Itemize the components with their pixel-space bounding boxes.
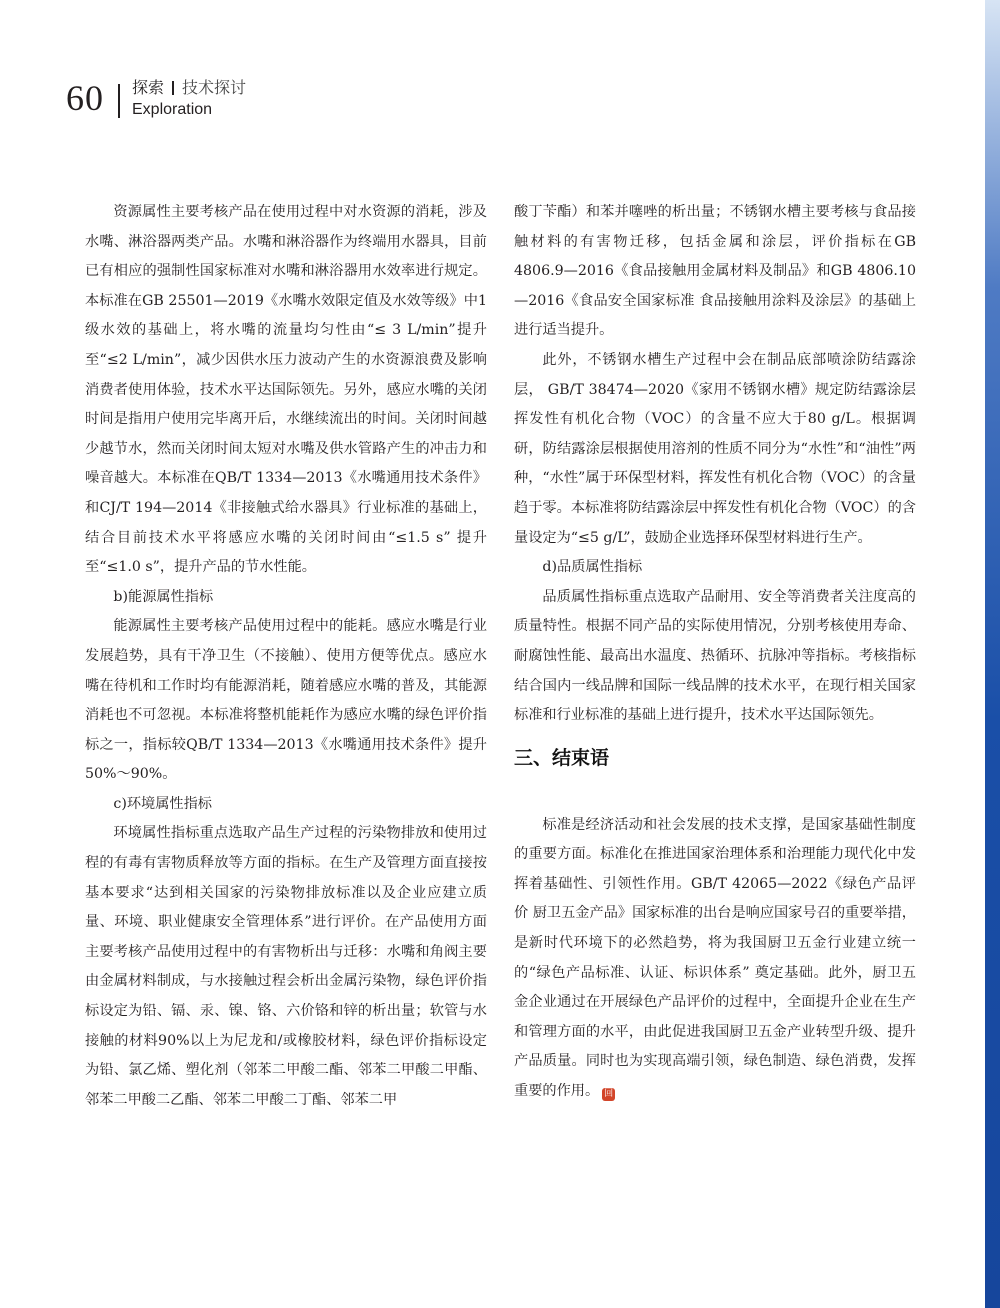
- section-title-en: Exploration: [132, 101, 213, 118]
- article-end-mark-icon: 回: [604, 1089, 614, 1100]
- section-name: 探索: [132, 78, 165, 97]
- left-column: [85, 198, 487, 1115]
- section-heading-conclusion: 三、结束语: [514, 746, 610, 769]
- page-edge-color-bar: [985, 0, 1000, 1308]
- header-divider: [118, 84, 120, 118]
- paragraph-environment-attribute: 环境属性指标重点选取产品生产过程的污染物排放和使用过程的有毒有害物质释放等方面的指标。在生产及管理方面直接按基本要求“达到相关国家的污染物排放标准以及企业应建立质量、环境、职业健康安全管理体系”进行评价。在产品使用方面主要考核产品使用过程中的有害物析出与迁移：水嘴和角阀主要由金属材料制成，与水接触过程会析出金属污染物，绿色评价指标设定为铅、镉、汞、镍、铬、六价铬和锌的析出量；软管与水接触的材料90%以上为尼龙和/或橡胶材料，绿色评价指标设定为铅、氯乙烯、塑化剂（邻苯二甲酸二酯、邻苯二甲酸二甲酯、邻苯二甲酸二乙酯、邻苯二甲酸二丁酯、邻苯二甲: [85, 825, 487, 1108]
- page-number: 60: [66, 78, 104, 118]
- subheading-environment-attribute: c)环境属性指标: [113, 795, 212, 812]
- conclusion-text: 标准是经济活动和社会发展的技术支撑，是国家基础性制度的重要方面。标准化在推进国家治理体系和治理能力现代化中发挥着基础性、引领性作用。GB/T 42065—2022《绿色产品评价 厨卫五金产品》国家标准的出台是响应国家号召的重要举措，是新时代环境下的必然趋势，将为我国厨卫五金行业建立统一的“绿色产品标准、认证、标识体系” 奠定基础。此外，厨卫五金企业通过在开展绿色产品评价的过程中，全面提升企业在生产和管理方面的水平，由此促进我国厨卫五金产业转型升级、提升产品质量。同时也为实现高端引领，绿色制造、绿色消费，发挥重要的作用。: [514, 816, 916, 1100]
- paragraph-environment-continued: 酸丁苄酯）和苯并噻唑的析出量；不锈钢水槽主要考核与食品接触材料的有害物迁移，包括金属和涂层，评价指标在GB 4806.9—2016《食品接触用金属材料及制品》和GB 4806.10—2016《食品安全国家标准 食品接触用涂料及涂层》的基础上进行适当提升。: [514, 204, 916, 339]
- paragraph-quality-attribute: 品质属性指标重点选取产品耐用、安全等消费者关注度高的质量特性。根据不同产品的实际使用情况，分别考核使用寿命、耐腐蚀性能、最高出水温度、热循环、抗脉冲等指标。考核指标结合国内一线品牌和国际一线品牌的技术水平，在现行相关国家标准和行业标准的基础上进行提升，技术水平达国际领先。: [514, 588, 916, 724]
- subsection-name: 技术探讨: [182, 78, 247, 97]
- subheading-quality-attribute: d)品质属性指标: [542, 559, 643, 576]
- paragraph-resource-attribute: 资源属性主要考核产品在使用过程中对水资源的消耗，涉及水嘴、淋浴器两类产品。水嘴和淋浴器作为终端用水器具，目前已有相应的强制性国家标准对水嘴和淋浴器用水效率进行规定。本标准在GB 25501—2019《水嘴水效限定值及水效等级》中1级水效的基础上，将水嘴的流量均匀性由“≤ 3 L/min”提升至“≤2 L/min”，减少因供水压力波动产生的水资源浪费及影响消费者使用体验，技术水平达国际领先。另外，感应水嘴的关闭时间是指用户使用完毕离开后，水继续流出的时间。关闭时间越少越节水，然而关闭时间太短对水嘴及供水管路产生的冲击力和噪音越大。本标准在QB/T 1334—2013《水嘴通用技术条件》和CJ/T 194—2014《非接触式给水器具》行业标准的基础上，结合目前技术水平将感应水嘴的关闭时间由“≤1.5 s” 提升至“≤1.0 s”，提升产品的节水性能。: [85, 204, 487, 576]
- paragraph-anti-condensation-coating: 此外，不锈钢水槽生产过程中会在制品底部喷涂防结露涂层， GB/T 38474—2020《家用不锈钢水槽》规定防结露涂层挥发性有机化合物（VOC）的含量不应大于80 g/L。根据调研，防结露涂层根据使用溶剂的性质不同分为“水性”和“油性”两种，“水性”属于环保型材料，挥发性有机化合物（VOC）的含量趋于零。本标准将防结露涂层中挥发性有机化合物（VOC）的含量设定为“≤5 g/L”，鼓励企业选择环保型材料进行生产。: [514, 351, 916, 546]
- section-title-cn: [132, 78, 246, 98]
- paragraph-conclusion: [514, 811, 916, 1107]
- right-column: [514, 198, 916, 1107]
- paragraph-energy-attribute: 能源属性主要考核产品使用过程中的能耗。感应水嘴是行业发展趋势，具有干净卫生（不接触）、使用方便等优点。感应水嘴在待机和工作时均有能源消耗，随着感应水嘴的普及，其能源消耗也不可忽视。本标准将整机能耗作为感应水嘴的绿色评价指标之一，指标较QB/T 1334—2013《水嘴通用技术条件》提升50%～90%。: [85, 618, 487, 783]
- subheading-energy-attribute: b)能源属性指标: [113, 588, 214, 605]
- section-separator: [172, 81, 174, 95]
